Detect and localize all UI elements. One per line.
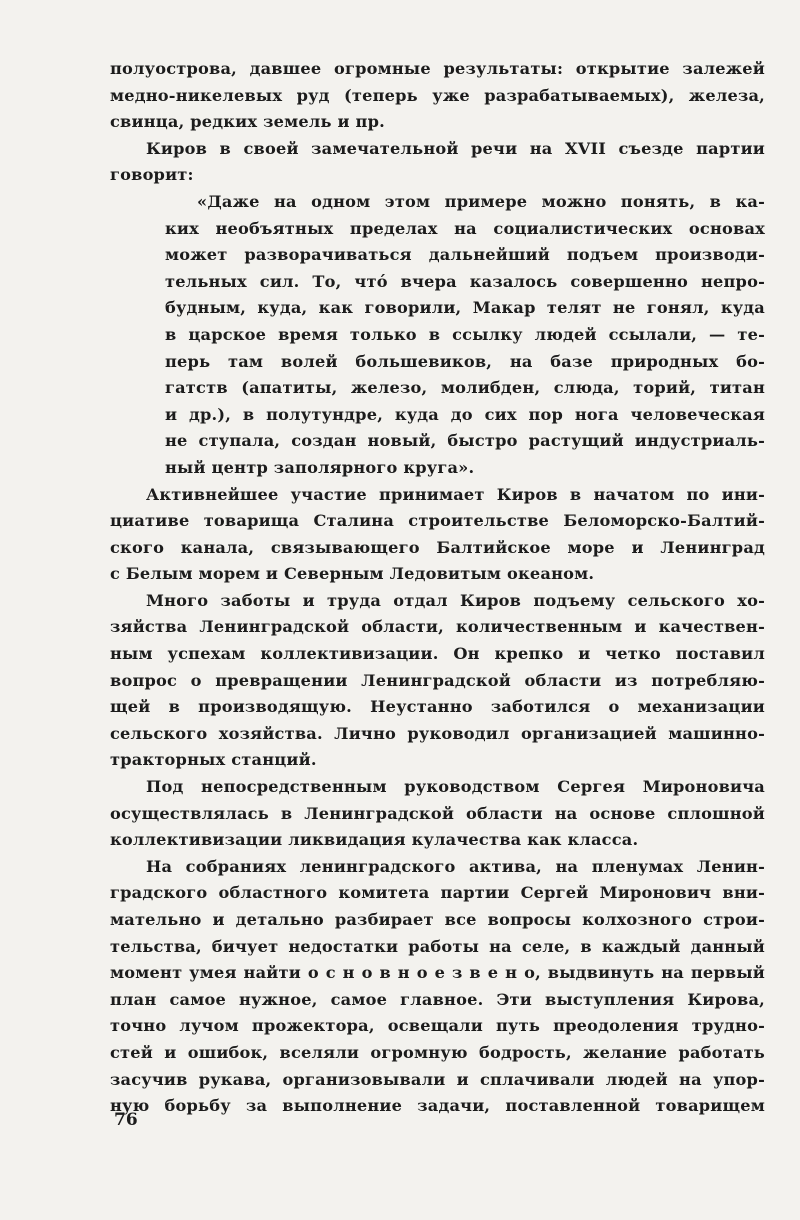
page-number: 76 (114, 1110, 138, 1130)
text-line: не ступала, создан новый, быстро растущий индустриаль- (165, 431, 765, 451)
text-line: и др.), в полутундре, куда до сих пор нога человеческая (165, 404, 765, 424)
text-line: точно лучом прожектора, освещали путь преодоления трудно- (110, 1016, 765, 1036)
page-text (110, 56, 765, 1120)
text-line: свинца, редких земель и пр. (110, 112, 385, 132)
text-line: полуострова, давшее огромные результаты: открытие залежей (110, 59, 765, 78)
text-line: гатств (апатиты, железо, молибден, слюда, торий, титан (165, 378, 765, 398)
text-line: будным, куда, как говорили, Макар телят не гонял, куда (165, 298, 765, 318)
text-line: сельского хозяйства. Лично руководил организацией машинно- (110, 723, 765, 743)
paragraph (110, 588, 765, 774)
text-line: ких необъятных пределах на социалистических основах (165, 218, 765, 238)
text-line: Киров в своей замечательной речи на XVII съезде партии (146, 138, 765, 158)
text-line: медно-никелевых руд (теперь уже разрабатываемых), железа, (110, 85, 765, 105)
text-line: осуществлялась в Ленинградской области на основе сплошной (110, 803, 765, 823)
text-line: в царское время только в ссылку людей ссылали, — те- (165, 324, 765, 344)
text-line: ную борьбу за выполнение задачи, поставленной товарищем (110, 1096, 765, 1116)
text-line: тельных сил. То, что́ вчера казалось совершенно непро- (165, 271, 765, 291)
text-line: На собраниях ленинградского актива, на пленумах Ленин- (146, 856, 765, 876)
text-line: план самое нужное, самое главное. Эти выступления Кирова, (110, 989, 765, 1009)
text-line: ского канала, связывающего Балтийское море и Ленинград (110, 537, 765, 557)
text-line: Под непосредственным руководством Сергея Мироновича (146, 777, 765, 797)
text-line: с Белым морем и Северным Ледовитым океаном. (110, 564, 595, 584)
paragraph (110, 854, 765, 1120)
paragraph (110, 136, 765, 189)
text-line: тракторных станций. (110, 750, 317, 770)
paragraph (110, 56, 765, 136)
text-line: ный центр заполярного круга». (165, 457, 475, 477)
text-line: ным успехам коллективизации. Он крепко и четко поставил (110, 644, 765, 664)
text-line: тельства, бичует недостатки работы на селе, в каждый данный (110, 936, 765, 956)
text-line: момент умея найти о с н о в н о е з в е н о, выдвинуть на первый (110, 963, 765, 983)
block-quote (110, 189, 765, 482)
text-line: щей в производящую. Неустанно заботился о механизации (110, 697, 765, 717)
text-line: коллективизации ликвидация кулачества как класса. (110, 830, 639, 850)
text-line: мательно и детально разбирает все вопросы колхозного строи- (110, 910, 765, 929)
text-line: циативе товарища Сталина строительстве Беломорско-Балтий- (110, 511, 765, 531)
text-line: Активнейшее участие принимает Киров в начатом по ини- (146, 484, 765, 504)
text-line: может разворачиваться дальнейший подъем производи- (165, 245, 765, 265)
paragraph (110, 482, 765, 588)
text-line: вопрос о превращении Ленинградской области из потребляю- (110, 670, 765, 690)
text-line: перь там волей большевиков, на базе природных бо- (165, 351, 765, 371)
text-line: градского областного комитета партии Сергей Миронович вни- (110, 883, 765, 903)
paragraph (110, 774, 765, 854)
text-line: Много заботы и труда отдал Киров подъему сельского хо- (146, 590, 765, 610)
text-line: зяйства Ленинградской области, количественным и качествен- (110, 617, 765, 637)
text-line: стей и ошибок, вселяли огромную бодрость, желание работать (110, 1042, 765, 1062)
text-line: говорит: (110, 165, 194, 185)
text-line: «Даже на одном этом примере можно понять, в ка- (197, 191, 765, 211)
text-line: засучив рукава, организовывали и сплачивали людей на упор- (110, 1069, 765, 1089)
